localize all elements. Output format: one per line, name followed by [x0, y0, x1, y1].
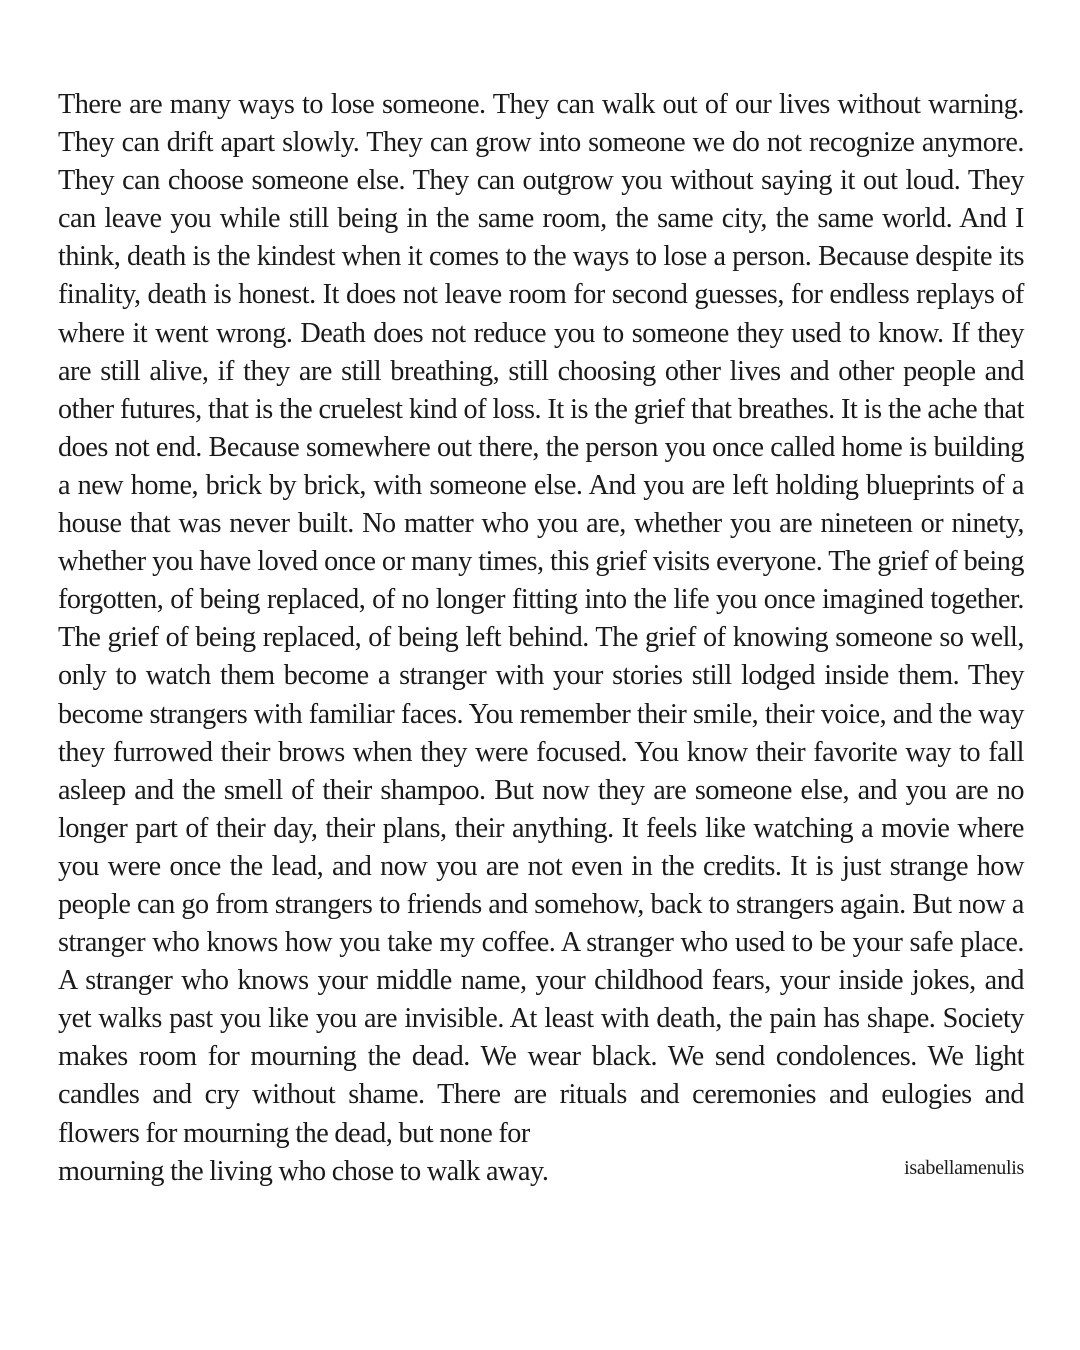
- essay-page: [58, 86, 1024, 1191]
- essay-body: There are many ways to lose someone. They can walk out of our lives without warning. They can drift apart slowly. They can grow into someone we do not recognize anymore. They can choose someone else. They can outgrow you without saying it out loud. They can leave you while still being in the same room, the same city, the same world. And I think, death is the kindest when it comes to the ways to lose a person. Because despite its finality, death is honest. It does not leave room for second guesses, for endless replays of where it went wrong. Death does not reduce you to someone they used to know. If they are still alive, if they are still breathing, still choosing other lives and other people and other futures, that is the cruelest kind of loss. It is the grief that breathes. It is the ache that does not end. Because somewhere out there, the person you once called home is building a new home, brick by brick, with someone else. And you are left holding blueprints of a house that was never built. No matter who you are, whether you are nineteen or ninety, whether you have loved once or many times, this grief visits everyone. The grief of being forgotten, of being replaced, of no longer fitting into the life you once imagined together. The grief of being replaced, of being left behind. The grief of knowing someone so well, only to watch them become a stranger with your stories still lodged inside them. They become strangers with familiar faces. You remember their smile, their voice, and the way they furrowed their brows when they were focused. You know their favorite way to fall asleep and the smell of their shampoo. But now they are someone else, and you are no longer part of their day, their plans, their anything. It feels like watching a movie where you were once the lead, and now you are not even in the credits. It is just strange how people can go from strangers to friends and somehow, back to strangers again. But now a stranger who knows how you take my coffee. A stranger who used to be your safe place. A stranger who knows your middle name, your childhood fears, your inside jokes, and yet walks past you like you are invisible. At least with death, the pain has shape. Society makes room for mourning the dead. We wear black. We send condolences. We light candles and cry without shame. There are rituals and ceremonies and eulogies and flowers for mourning the dead, but none for: [58, 89, 1024, 1149]
- author-signature: isabellamenulis: [904, 1156, 1024, 1179]
- essay-final-line-row: [58, 1153, 1024, 1191]
- essay-final-line: mourning the living who chose to walk away.: [58, 1155, 549, 1187]
